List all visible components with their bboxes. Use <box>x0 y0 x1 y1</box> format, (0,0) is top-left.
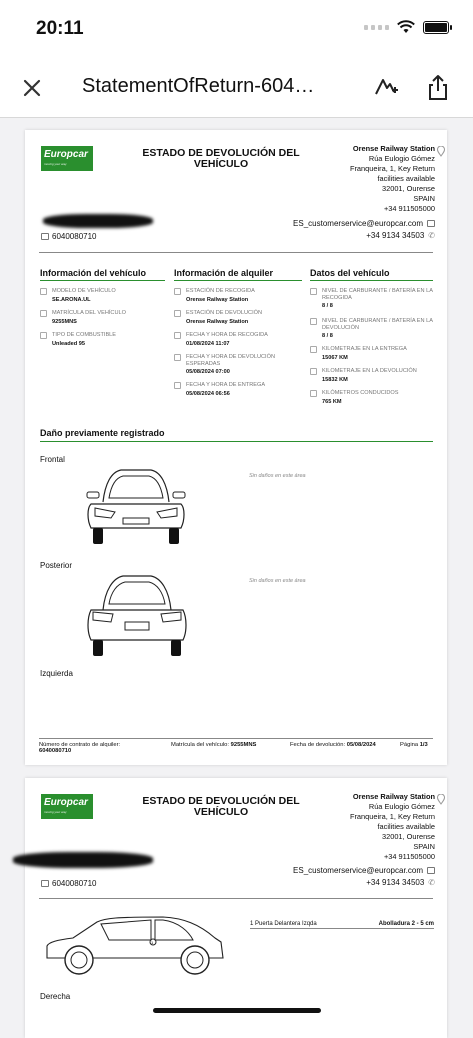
document-icon <box>41 233 49 240</box>
phone-row[interactable]: +34 9134 34503 ✆ <box>366 878 435 887</box>
car-front-diagram <box>81 464 191 550</box>
close-button[interactable] <box>18 74 46 102</box>
field-km-driven: KILÓMETROS CONDUCIDOS 765 KM <box>310 390 433 405</box>
redacted-name <box>13 852 153 868</box>
damage-entry: 1 Puerta Delantera Izqda Abolladura 2 - 5 cm <box>250 921 434 927</box>
mail-icon <box>427 867 435 874</box>
field-pickup-station: ESTACIÓN DE RECOGIDA Orense Railway Station <box>174 288 302 303</box>
calendar-icon <box>174 332 181 339</box>
view-label-front: Frontal <box>40 455 65 464</box>
location-pin-icon <box>437 794 445 805</box>
damage-rule <box>40 441 433 442</box>
view-label-rear: Posterior <box>40 561 73 570</box>
footer-plate: Matrícula del vehículo: 9255MNS <box>171 742 257 748</box>
damage-title: Daño previamente registrado <box>40 428 165 438</box>
europcar-logo: Europcar moving your way <box>41 794 93 819</box>
flag-icon <box>174 288 181 295</box>
vehicle-info-rule <box>40 280 165 281</box>
field-vehicle-model: MODELO DE VEHÍCULO SE.ARONA.UL <box>40 288 165 303</box>
field-delivery-datetime: FECHA Y HORA DE ENTREGA 05/08/2024 06:56 <box>174 382 302 397</box>
viewer-toolbar <box>0 56 473 118</box>
vehicle-info-title: Información del vehículo <box>40 268 147 278</box>
battery-icon <box>423 21 449 34</box>
contract-number-row: 6040080710 <box>41 232 97 241</box>
field-expected-return: FECHA Y HORA DE DEVOLUCIÓN ESPERADAS 05/08/2024 07:00 <box>174 354 302 376</box>
status-time: 20:11 <box>36 18 84 39</box>
field-mileage-delivery: KILOMETRAJE EN LA ENTREGA 15067 KM <box>310 346 433 361</box>
car-side-diagram <box>43 912 227 980</box>
page-heading: ESTADO DE DEVOLUCIÓN DEL VEHÍCULO <box>142 147 300 170</box>
divider <box>39 898 433 899</box>
phone-icon: ✆ <box>428 231 435 240</box>
station-address: Orense Railway Station Rúa Eulogio Gómez Franqueira, 1, Key Return facilities available 32001, Ourense SPAIN +34 911505000 <box>349 144 435 213</box>
fuel-icon <box>40 332 47 339</box>
markup-button[interactable] <box>371 72 401 102</box>
footer-page: Página 1/3 <box>400 742 428 748</box>
wifi-icon <box>397 20 415 34</box>
car-rear-diagram <box>83 570 191 658</box>
cellular-signal-icon <box>364 25 389 30</box>
field-fuel-type: TIPO DE COMBUSTIBLE Unleaded 95 <box>40 332 165 347</box>
fuel-gauge-icon <box>310 318 317 325</box>
view-label-left: Izquierda <box>40 669 73 678</box>
divider <box>39 252 433 253</box>
fuel-gauge-icon <box>310 288 317 295</box>
no-damage-rear: Sin daños en este área <box>249 578 306 584</box>
location-pin-icon <box>437 146 445 157</box>
close-icon <box>18 74 46 102</box>
document-title: StatementOfReturn-604… <box>82 75 315 97</box>
document-page-2[interactable] <box>25 778 447 1038</box>
odometer-icon <box>310 368 317 375</box>
calendar-icon <box>174 354 181 361</box>
odometer-icon <box>310 390 317 397</box>
station-address: Orense Railway Station Rúa Eulogio Gómez Franqueira, 1, Key Return facilities available 32001, Ourense SPAIN +34 911505000 <box>349 792 435 861</box>
footer-divider <box>39 738 433 739</box>
status-icons <box>364 20 449 34</box>
status-bar <box>0 0 473 56</box>
plate-icon <box>40 310 47 317</box>
email-row[interactable]: ES_customerservice@europcar.com <box>293 866 435 875</box>
car-icon <box>40 288 47 295</box>
field-fuel-return: NIVEL DE CARBURANTE / BATERÍA EN LA DEVOLUCIÓN 8 / 8 <box>310 318 433 340</box>
footer-return-date: Fecha de devolución: 05/08/2024 <box>290 742 376 748</box>
redacted-name <box>43 214 153 228</box>
phone-icon: ✆ <box>428 878 435 887</box>
phone-row[interactable]: +34 9134 34503 ✆ <box>366 231 435 240</box>
document-icon <box>41 880 49 887</box>
share-button[interactable] <box>423 72 453 102</box>
calendar-icon <box>174 382 181 389</box>
europcar-logo: Europcar moving your way <box>41 146 93 171</box>
page-heading: ESTADO DE DEVOLUCIÓN DEL VEHÍCULO <box>142 795 300 818</box>
field-mileage-return: KILOMETRAJE EN LA DEVOLUCIÓN 15832 KM <box>310 368 433 383</box>
share-icon <box>423 72 453 102</box>
markup-icon <box>371 72 401 102</box>
flag-icon <box>174 310 181 317</box>
document-page-1[interactable] <box>25 130 447 765</box>
footer-contract: Número de contrato de alquiler: 6040080710 <box>39 742 121 754</box>
contract-number-row: 6040080710 <box>41 879 97 888</box>
field-pickup-datetime: FECHA Y HORA DE RECOGIDA 01/08/2024 11:07 <box>174 332 302 347</box>
rental-info-title: Información de alquiler <box>174 268 274 278</box>
no-damage-front: Sin daños en este área <box>249 473 306 479</box>
view-label-right: Derecha <box>40 992 71 1001</box>
field-vehicle-plate: MATRÍCULA DEL VEHÍCULO 9255MNS <box>40 310 165 325</box>
home-indicator[interactable] <box>153 1008 321 1013</box>
rental-info-rule <box>174 280 302 281</box>
field-fuel-pickup: NIVEL DE CARBURANTE / BATERÍA EN LA RECOGIDA 8 / 8 <box>310 288 433 310</box>
field-return-station: ESTACIÓN DE DEVOLUCIÓN Orense Railway Station <box>174 310 302 325</box>
vehicle-data-rule <box>310 280 433 281</box>
svg-text:1: 1 <box>151 940 154 945</box>
email-row[interactable]: ES_customerservice@europcar.com <box>293 219 435 228</box>
odometer-icon <box>310 346 317 353</box>
vehicle-data-title: Datos del vehículo <box>310 268 390 278</box>
mail-icon <box>427 220 435 227</box>
